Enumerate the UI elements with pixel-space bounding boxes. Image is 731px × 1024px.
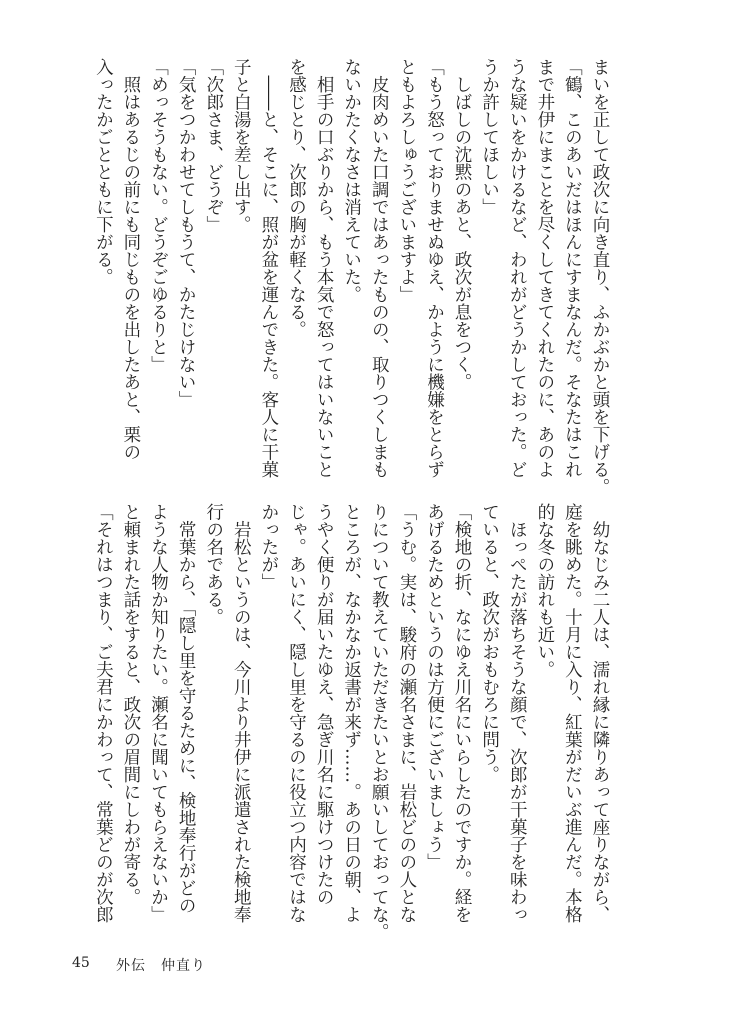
text-line: ないかたくなさは消えていた。 xyxy=(341,58,362,303)
text-line: まで井伊にまことを尽くしてきてくれたのに、あのよ xyxy=(534,58,555,478)
text-line: 常葉から、「隠し里を守るために、検地奉行がどの xyxy=(176,503,197,915)
lower-text-block xyxy=(89,503,613,941)
text-line: を感じとり、次郎の胸が軽くなる。 xyxy=(286,58,307,338)
running-title: 外伝 仲直り xyxy=(116,958,206,974)
text-line: うな疑いをかけるなど、われがどうかしておった。ど xyxy=(507,58,528,478)
text-line: ていると、政次がおもむろに問う。 xyxy=(479,503,500,783)
text-line: しばしの沈黙のあと、政次が息をつく。 xyxy=(452,58,473,391)
text-line: 「めっそうもない。どうぞごゆるりと」 xyxy=(148,58,169,373)
text-line: 「もう怒っておりませぬゆえ、かように機嫌をとらず xyxy=(424,58,445,478)
text-line: 「それはつまり、ご夫君にかわって、常葉どのが次郎 xyxy=(93,503,114,923)
text-line: かったが」 xyxy=(258,503,279,591)
text-line: 幼なじみ二人は、濡れ縁に隣りあって座りながら、 xyxy=(590,503,610,923)
text-line: うか許してほしい」 xyxy=(479,58,500,216)
text-line: 皮肉めいた口調ではあったものの、取りつくしまも xyxy=(369,58,390,478)
text-line: ような人物か知りたい。瀬名に聞いてもらえないか」 xyxy=(148,503,169,923)
text-line: ――と、そこに、照が盆を運んできた。客人に干菓 xyxy=(258,58,279,478)
text-line: 「鶴、このあいだはほんにすまなんだ。そなたはこれ xyxy=(562,58,583,478)
text-line: ほっぺたが落ちそうな顔で、次郎が干菓子を味わっ xyxy=(507,503,528,923)
text-line: 行の名である。 xyxy=(203,503,224,626)
text-line: りについて教えていただきたいとお願いしておってな。 xyxy=(369,503,390,941)
text-line: 庭を眺めた。十月に入り、紅葉がだいぶ進んだ。本格 xyxy=(562,503,583,923)
text-line: 相手の口ぶりから、もう本気で怒ってはいないこと xyxy=(314,58,335,478)
text-line: 「検地の折、なにゆえ川名にいらしたのですか。経を xyxy=(452,503,473,923)
text-line: 子と白湯を差し出す。 xyxy=(231,58,252,233)
text-line: 照はあるじの前にも同じものを出したあと、栗の xyxy=(120,58,141,461)
text-line: あげるためというのは方便にございましょう」 xyxy=(424,503,445,871)
text-line: 入ったかごとともに下がる。 xyxy=(93,58,114,286)
text-line: じゃ。あいにく、隠し里を守るのに役立つ内容ではな xyxy=(286,503,307,923)
text-line: と頼まれた話をすると、政次の眉間にしわが寄る。 xyxy=(120,503,141,906)
text-line: 「気をつかわせてしもうて、かたじけない」 xyxy=(176,58,197,408)
upper-text-block xyxy=(89,58,613,496)
page-number: 45 xyxy=(72,955,90,971)
text-line: 「うむ。実は、駿府の瀬名さまに、岩松どのの人とな xyxy=(396,503,417,923)
text-line: 「次郎さま、どうぞ」 xyxy=(203,58,224,233)
text-line: ともよろしゅうございますよ」 xyxy=(396,58,417,303)
text-line: まいを正して政次に向き直り、ふかぶかと頭を下げる。 xyxy=(590,58,610,496)
text-line: 岩松というのは、今川より井伊に派遣された検地奉 xyxy=(231,503,252,923)
text-line: ところが、なかなか返書が来ず……。あの日の朝、よ xyxy=(341,503,362,923)
text-line: 的な冬の訪れも近い。 xyxy=(534,503,555,678)
text-line: うやく便りが届いたゆえ、急ぎ川名に駆けつけたの xyxy=(314,503,335,906)
